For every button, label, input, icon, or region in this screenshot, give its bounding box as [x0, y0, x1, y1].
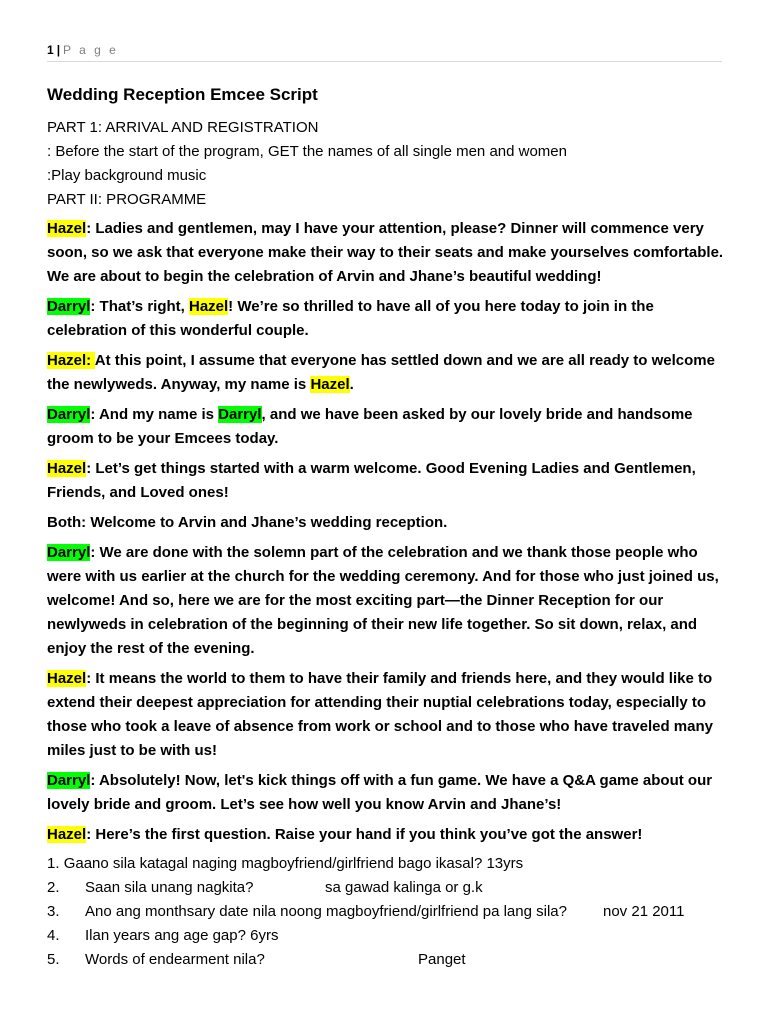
- dialogue-text: And my name is: [98, 406, 219, 423]
- page-number: 1: [47, 43, 54, 57]
- question-text: Gaano sila katagal naging magboyfriend/girlfriend bago ikasal? 13yrs: [63, 855, 524, 872]
- speaker-hazel: Hazel: [47, 460, 87, 477]
- dialogue-text: ! We’re so thrilled to have all of you here today to join in the celebration of this wonderful couple.: [47, 298, 654, 339]
- speaker-darryl: Darryl: [47, 406, 91, 423]
- part-2-heading: PART II: PROGRAMME: [47, 191, 207, 208]
- list-item: [47, 852, 727, 876]
- speaker-darryl: Darryl: [47, 544, 91, 561]
- speaker-darryl: Darryl: [47, 298, 91, 315]
- dialogue-line: Hazel: Here’s the first question. Raise your hand if you think you’ve got the answer!: [47, 826, 643, 843]
- dialogue-text: We are done with the solemn part of the celebration and we thank those people who were with us earlier at the church for the wedding ceremony. And for those who just joined us, welcome! And so, here we are for the most exciting part—the Dinner Reception for our newlyweds in celebration of the beginning of their new life together. So sit down, relax, and enjoy the rest of the evening.: [47, 544, 719, 657]
- dialogue-line: Darryl: That’s right, Hazel! We’re so thrilled to have all of you here today to join in the celebration of this wonderful couple.: [47, 298, 654, 339]
- list-item: [47, 900, 727, 924]
- list-item: [47, 948, 727, 972]
- dialogue-text: Here’s the first question. Raise your hand if you think you’ve got the answer!: [95, 826, 643, 843]
- dialogue-line: Darryl: Absolutely! Now, let's kick things off with a fun game. We have a Q&A game about our lovely bride and groom. Let’s see how well you know Arvin and Jhane’s!: [47, 772, 713, 813]
- dialogue-text: At this point, I assume that everyone has settled down and we are all ready to welcome the newlyweds. Anyway, my name is: [47, 352, 715, 393]
- speaker-hazel: Hazel: [47, 220, 87, 237]
- dialogue-line: Darryl: And my name is Darryl, and we have been asked by our lovely bride and handsome groom to be your Emcees today.: [47, 406, 693, 447]
- dialogue-text: That’s right,: [99, 298, 189, 315]
- question-text: Ilan years ang age gap? 6yrs: [85, 927, 279, 944]
- question-number: 5.: [47, 951, 60, 968]
- dialogue-line: Hazel: It means the world to them to have their family and friends here, and they would like to extend their deepest appreciation for attending their nuptial celebrations today, especially to those who took a leave of absence from work or school and to those who have traveled many miles just to be with us!: [47, 670, 713, 759]
- dialogue-text: .: [349, 376, 354, 393]
- question-text: Words of endearment nila?: [85, 951, 265, 968]
- mention-hazel: Hazel: [310, 376, 350, 393]
- question-answer: Panget: [418, 951, 466, 968]
- question-answer: sa gawad kalinga or g.k: [325, 879, 483, 896]
- question-list: [47, 852, 727, 972]
- speaker-darryl: Darryl: [47, 772, 91, 789]
- page-header: [47, 43, 722, 62]
- list-item: [47, 876, 727, 900]
- part-1-heading: PART 1: ARRIVAL AND REGISTRATION: [47, 119, 319, 136]
- speaker-hazel: Hazel: [47, 670, 87, 687]
- dialogue-line: [47, 349, 727, 397]
- question-answer: nov 21 2011: [603, 903, 685, 920]
- document-title: Wedding Reception Emcee Script: [47, 85, 318, 104]
- instruction-play-music: :Play background music: [47, 167, 207, 184]
- dialogue-text: Absolutely! Now, let's kick things off with a fun game. We have a Q&A game about our lovely bride and groom. Let’s see how well you know Arvin and Jhane’s!: [47, 772, 713, 813]
- dialogue-line: Hazel: Let’s get things started with a warm welcome. Good Evening Ladies and Gentlemen, Friends, and Loved ones!: [47, 460, 696, 501]
- dialogue-line: Hazel: Ladies and gentlemen, may I have your attention, please? Dinner will commence very soon, so we ask that everyone make their way to their seats and make yourselves comfortable. We are about to begin the celebration of Arvin and Jhane’s beautiful wedding!: [47, 220, 724, 285]
- question-number: 2.: [47, 879, 60, 896]
- question-number: 4.: [47, 927, 60, 944]
- dialogue-line: [47, 511, 727, 535]
- dialogue-text: Let’s get things started with a warm welcome. Good Evening Ladies and Gentlemen, Friends, and Loved ones!: [47, 460, 696, 501]
- header-separator: |: [56, 43, 61, 57]
- page-label: P a g e: [63, 43, 119, 57]
- dialogue-text: Ladies and gentlemen, may I have your attention, please? Dinner will commence very soon, so we ask that everyone make their way to their seats and make yourselves comfortable. We are about to begin the celebration of Arvin and Jhane’s beautiful wedding!: [47, 220, 724, 285]
- dialogue-text: , and we have been asked by our lovely bride and handsome groom to be your Emcees today.: [47, 406, 693, 447]
- question-number: 3.: [47, 903, 60, 920]
- question-number: 1.: [47, 855, 60, 872]
- speaker-hazel: Hazel: [47, 826, 87, 843]
- dialogue-text: Both: Welcome to Arvin and Jhane’s wedding reception.: [47, 514, 448, 531]
- question-text: Ano ang monthsary date nila noong magboyfriend/girlfriend pa lang sila?: [85, 903, 567, 920]
- list-item: [47, 924, 727, 948]
- question-text: Saan sila unang nagkita?: [85, 879, 254, 896]
- instruction-get-names: : Before the start of the program, GET the names of all single men and women: [47, 143, 567, 160]
- document-body: [47, 84, 727, 972]
- speaker-hazel: Hazel:: [47, 352, 95, 369]
- mention-darryl: Darryl: [218, 406, 262, 423]
- mention-hazel: Hazel: [188, 298, 229, 315]
- dialogue-line: Darryl: We are done with the solemn part of the celebration and we thank those people who were with us earlier at the church for the wedding ceremony. And for those who just joined us, welcome! And so, here we are for the most exciting part—the Dinner Reception for our newlyweds in celebration of the beginning of their new life together. So sit down, relax, and enjoy the rest of the evening.: [47, 544, 719, 657]
- dialogue-text: It means the world to them to have their family and friends here, and they would like to extend their deepest appreciation for attending their nuptial celebrations today, especially to those who took a leave of absence from work or school and to those who have traveled many miles just to be with us!: [47, 670, 713, 759]
